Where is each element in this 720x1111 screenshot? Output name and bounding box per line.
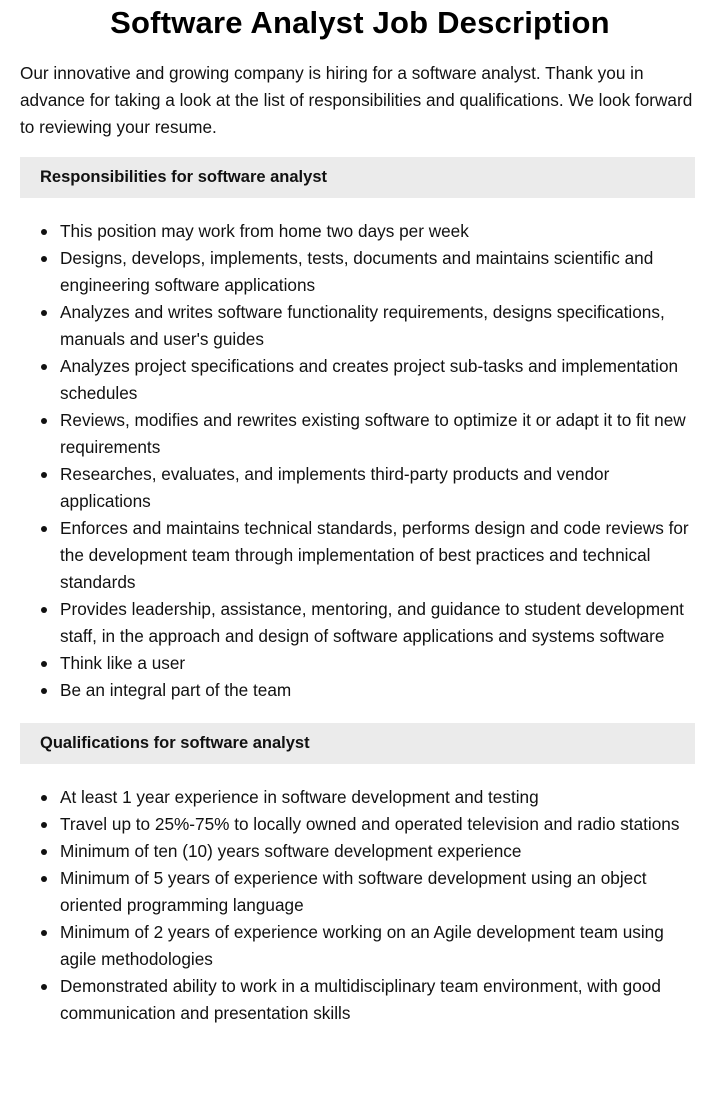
list-item-text: Reviews, modifies and rewrites existing software to optimize it or adapt it to fit new requirements: [60, 410, 686, 457]
list-item: [20, 245, 700, 299]
list-item: [20, 218, 700, 245]
list-item: [20, 596, 700, 650]
bullet-icon: [41, 661, 47, 667]
list-item: [20, 865, 700, 919]
bullet-icon: [41, 418, 47, 424]
bullet-icon: [41, 876, 47, 882]
list-item-text: Minimum of 2 years of experience working on an Agile development team using agile methodologies: [60, 922, 664, 969]
qualifications-list: [20, 784, 700, 1027]
bullet-icon: [41, 849, 47, 855]
bullet-icon: [41, 795, 47, 801]
list-item-text: Designs, develops, implements, tests, documents and maintains scientific and engineering software applications: [60, 248, 654, 295]
list-item-text: Demonstrated ability to work in a multidisciplinary team environment, with good communication and presentation skills: [60, 976, 661, 1023]
list-item: [20, 407, 700, 461]
bullet-icon: [41, 984, 47, 990]
list-item: [20, 784, 700, 811]
intro-paragraph: Our innovative and growing company is hiring for a software analyst. Thank you in advance for taking a look at the list of responsibilities and qualifications. We look forward to reviewing your resume.: [20, 63, 693, 137]
list-item-text: Be an integral part of the team: [60, 680, 292, 700]
list-item-text: This position may work from home two days per week: [60, 221, 469, 241]
responsibilities-heading: Responsibilities for software analyst: [20, 157, 695, 198]
list-item-text: Travel up to 25%-75% to locally owned and operated television and radio stations: [60, 814, 680, 834]
bullet-icon: [41, 472, 47, 478]
bullet-icon: [41, 229, 47, 235]
bullet-icon: [41, 256, 47, 262]
page-title: Software Analyst Job Description: [110, 5, 610, 40]
list-item: [20, 461, 700, 515]
list-item-text: Minimum of 5 years of experience with software development using an object oriented programming language: [60, 868, 647, 915]
bullet-icon: [41, 688, 47, 694]
list-item: [20, 919, 700, 973]
list-item-text: Minimum of ten (10) years software development experience: [60, 841, 522, 861]
list-item: [20, 515, 700, 596]
bullet-icon: [41, 364, 47, 370]
qualifications-heading: Qualifications for software analyst: [20, 723, 695, 764]
list-item-text: Analyzes project specifications and creates project sub-tasks and implementation schedules: [60, 356, 679, 403]
list-item-text: Researches, evaluates, and implements third-party products and vendor applications: [60, 464, 610, 511]
list-item-text: Think like a user: [60, 653, 186, 673]
list-item: [20, 973, 700, 1027]
list-item-text: At least 1 year experience in software development and testing: [60, 787, 539, 807]
bullet-icon: [41, 930, 47, 936]
bullet-icon: [41, 526, 47, 532]
list-item: [20, 650, 700, 677]
bullet-icon: [41, 822, 47, 828]
list-item: [20, 838, 700, 865]
list-item: [20, 353, 700, 407]
bullet-icon: [41, 607, 47, 613]
list-item-text: Analyzes and writes software functionality requirements, designs specifications, manuals and user's guides: [60, 302, 665, 349]
list-item-text: Enforces and maintains technical standards, performs design and code reviews for the development team through implementation of best practices and technical standards: [60, 518, 689, 592]
bullet-icon: [41, 310, 47, 316]
list-item: [20, 811, 700, 838]
list-item: [20, 677, 700, 704]
list-item: [20, 299, 700, 353]
list-item-text: Provides leadership, assistance, mentoring, and guidance to student development staff, in the approach and design of software applications and systems software: [60, 599, 684, 646]
responsibilities-list: [20, 218, 700, 704]
